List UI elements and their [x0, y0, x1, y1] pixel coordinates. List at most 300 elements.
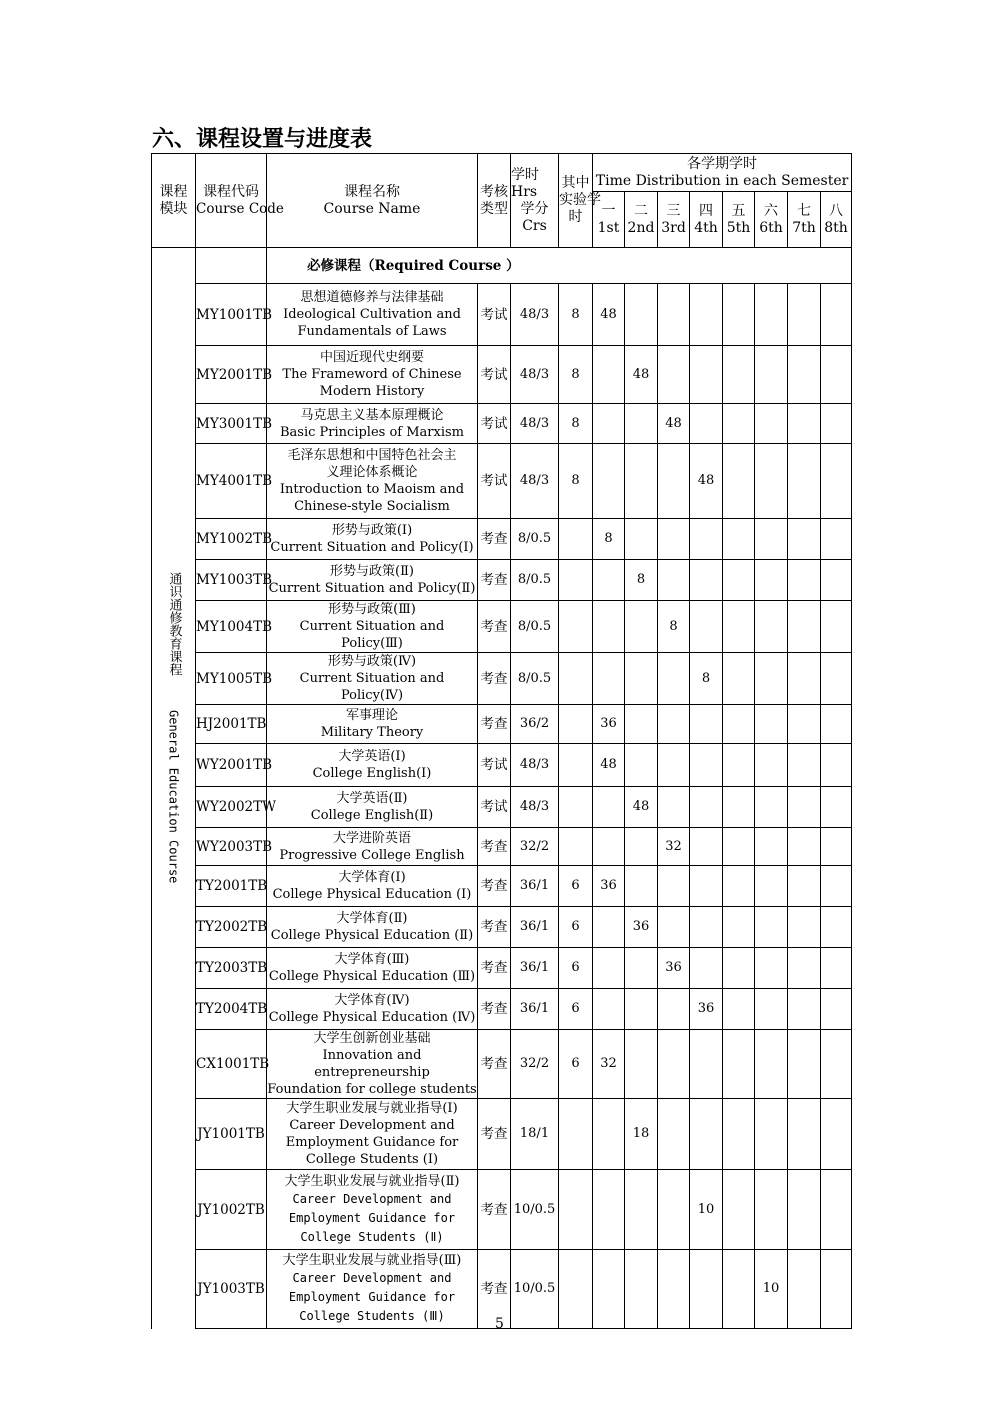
lab-hours: 6 [559, 866, 593, 907]
lab-hours: 6 [559, 989, 593, 1030]
course-name-line: College English(Ⅱ) [310, 808, 434, 823]
semester-header-5: 五 5th [723, 192, 755, 248]
course-name-line: Foundation for college students [267, 1082, 477, 1097]
semester-hours-7 [788, 866, 821, 907]
course-name [267, 601, 478, 653]
assessment-type: 考试 [478, 404, 511, 444]
semester-hours-1 [593, 653, 625, 705]
semester-hours-3 [658, 705, 690, 744]
semester-hours-4 [690, 1030, 723, 1099]
semester-hours-8 [821, 866, 852, 907]
semester-hours-5 [723, 284, 755, 346]
table-row [152, 828, 852, 866]
course-name-line: 大学体育(Ⅲ) [334, 952, 410, 967]
semester-hours-4 [690, 948, 723, 989]
course-name-line: Current Situation and Policy(Ⅳ) [299, 671, 445, 703]
semester-hours-3 [658, 560, 690, 601]
semester-hours-8 [821, 744, 852, 787]
semester-hours-6 [755, 1030, 788, 1099]
course-code: MY3001TB [196, 404, 267, 444]
course-name-line: 大学英语(Ⅰ) [338, 749, 406, 764]
semester-hours-3 [658, 989, 690, 1030]
semester-hours-5 [723, 560, 755, 601]
semester-hours-5 [723, 444, 755, 519]
semester-hours-2: 8 [625, 560, 658, 601]
course-name [267, 907, 478, 948]
semester-hours-8 [821, 601, 852, 653]
table-row [152, 444, 852, 519]
semester-hours-8 [821, 907, 852, 948]
course-name-line: Employment Guidance for [285, 1135, 459, 1150]
course-name-line: 马克思主义基本原理概论 [300, 407, 444, 423]
semester-hours-3 [658, 1170, 690, 1250]
semester-hours-7 [788, 653, 821, 705]
table-row [152, 989, 852, 1030]
semester-hours-6 [755, 866, 788, 907]
course-name [267, 989, 478, 1030]
course-code: WY2001TB [196, 744, 267, 787]
semester-hours-5 [723, 346, 755, 404]
semester-hours-3 [658, 866, 690, 907]
assessment-type: 考查 [478, 653, 511, 705]
assessment-type: 考查 [478, 601, 511, 653]
table-row [152, 866, 852, 907]
course-name [267, 519, 478, 560]
course-name [267, 828, 478, 866]
semester-hours-1 [593, 444, 625, 519]
semester-hours-5 [723, 519, 755, 560]
hours-credits: 32/2 [511, 1030, 559, 1099]
semester-header-2: 二 2nd [625, 192, 658, 248]
semester-hours-1 [593, 989, 625, 1030]
semester-hours-7 [788, 828, 821, 866]
semester-header-8: 八 8th [821, 192, 852, 248]
semester-hours-2 [625, 404, 658, 444]
hours-credits: 36/1 [511, 866, 559, 907]
assessment-type: 考查 [478, 1030, 511, 1099]
table-row [152, 284, 852, 346]
table-row [152, 404, 852, 444]
lab-hours [559, 1170, 593, 1250]
semester-hours-2: 18 [625, 1099, 658, 1170]
table-row [152, 346, 852, 404]
header-hours-credits: 学时 Hrs 学分 Crs [511, 154, 559, 248]
hours-credits: 48/3 [511, 744, 559, 787]
course-name [267, 346, 478, 404]
semester-hours-3 [658, 787, 690, 828]
semester-hours-8 [821, 989, 852, 1030]
assessment-type: 考查 [478, 519, 511, 560]
semester-hours-3 [658, 653, 690, 705]
course-name-line: Introduction to Maoism and [279, 482, 465, 497]
course-code: CX1001TB [196, 1030, 267, 1099]
semester-hours-8 [821, 346, 852, 404]
hours-credits: 8/0.5 [511, 653, 559, 705]
semester-hours-5 [723, 1030, 755, 1099]
course-name-line: Career Development and [289, 1118, 455, 1133]
hours-credits: 18/1 [511, 1099, 559, 1170]
course-name-line: 大学生创新创业基础 [313, 1031, 431, 1046]
semester-hours-4 [690, 601, 723, 653]
course-code: TY2001TB [196, 866, 267, 907]
semester-hours-7 [788, 560, 821, 601]
semester-hours-8 [821, 1170, 852, 1250]
semester-hours-4 [690, 284, 723, 346]
course-name [267, 1030, 478, 1099]
course-name-line: College Physical Education (Ⅰ) [272, 887, 472, 902]
table-row [152, 1030, 852, 1099]
semester-hours-5 [723, 989, 755, 1030]
semester-hours-8 [821, 787, 852, 828]
header-assessment: 考核 类型 [478, 154, 511, 248]
course-code: WY2002TW [196, 787, 267, 828]
semester-hours-5 [723, 653, 755, 705]
lab-hours: 8 [559, 284, 593, 346]
course-schedule-table [151, 153, 852, 1329]
course-name [267, 744, 478, 787]
semester-hours-2 [625, 705, 658, 744]
semester-header-3: 三 3rd [658, 192, 690, 248]
assessment-type: 考查 [478, 907, 511, 948]
semester-hours-6: 10 [755, 1250, 788, 1329]
course-name-line: Career Development and [292, 1191, 452, 1206]
semester-hours-7 [788, 744, 821, 787]
semester-hours-8 [821, 404, 852, 444]
course-code: MY2001TB [196, 346, 267, 404]
table-row [152, 653, 852, 705]
semester-hours-1: 8 [593, 519, 625, 560]
course-name-line: Career Development and [292, 1271, 452, 1285]
semester-hours-2 [625, 989, 658, 1030]
semester-hours-4 [690, 744, 723, 787]
course-code: TY2002TB [196, 907, 267, 948]
semester-hours-6 [755, 948, 788, 989]
semester-hours-5 [723, 1099, 755, 1170]
semester-hours-1 [593, 787, 625, 828]
assessment-type: 考查 [478, 1170, 511, 1250]
semester-hours-1: 32 [593, 1030, 625, 1099]
semester-hours-6 [755, 907, 788, 948]
hours-credits: 48/3 [511, 444, 559, 519]
assessment-type: 考试 [478, 346, 511, 404]
semester-hours-3 [658, 444, 690, 519]
semester-hours-1 [593, 346, 625, 404]
hours-credits: 8/0.5 [511, 601, 559, 653]
lab-hours: 6 [559, 907, 593, 948]
course-name [267, 653, 478, 705]
course-name [267, 866, 478, 907]
semester-hours-4 [690, 705, 723, 744]
semester-hours-8 [821, 828, 852, 866]
semester-hours-1 [593, 601, 625, 653]
course-name-line: College English(Ⅰ) [312, 766, 432, 781]
course-name-line: Employment Guidance for [288, 1290, 456, 1304]
page-number: 5 [495, 1316, 504, 1332]
semester-hours-8 [821, 284, 852, 346]
semester-hours-5 [723, 866, 755, 907]
semester-hours-6 [755, 653, 788, 705]
course-code: HJ2001TB [196, 705, 267, 744]
semester-hours-8 [821, 444, 852, 519]
semester-hours-3: 32 [658, 828, 690, 866]
lab-hours [559, 1099, 593, 1170]
course-name-line: 中国近现代史纲要 [319, 350, 424, 365]
semester-header-7: 七 7th [788, 192, 821, 248]
semester-hours-6 [755, 744, 788, 787]
course-code: MY4001TB [196, 444, 267, 519]
course-name [267, 1099, 478, 1170]
course-name [267, 948, 478, 989]
course-name-line: 形势与政策(Ⅳ) [327, 654, 417, 669]
semester-hours-2 [625, 828, 658, 866]
semester-hours-5 [723, 948, 755, 989]
course-name [267, 284, 478, 346]
semester-hours-4 [690, 828, 723, 866]
assessment-type: 考查 [478, 560, 511, 601]
course-name-line: College Students (I) [305, 1152, 439, 1167]
hours-credits: 10/0.5 [511, 1250, 559, 1329]
table-row [152, 601, 852, 653]
assessment-type: 考查 [478, 828, 511, 866]
semester-hours-1 [593, 1099, 625, 1170]
semester-hours-8 [821, 560, 852, 601]
semester-hours-6 [755, 519, 788, 560]
course-code: JY1003TB [196, 1250, 267, 1329]
course-name-line: Current Situation and Policy(Ⅱ) [268, 581, 476, 596]
semester-hours-6 [755, 404, 788, 444]
hours-credits: 48/3 [511, 787, 559, 828]
course-code: MY1001TB [196, 284, 267, 346]
hours-credits: 36/1 [511, 907, 559, 948]
lab-hours [559, 744, 593, 787]
semester-hours-2 [625, 653, 658, 705]
course-code: MY1005TB [196, 653, 267, 705]
course-name-line: 大学体育(Ⅱ) [336, 911, 408, 926]
semester-hours-1 [593, 907, 625, 948]
page-title: 六、课程设置与进度表 [152, 127, 373, 152]
course-name [267, 560, 478, 601]
semester-hours-8 [821, 519, 852, 560]
lab-hours: 6 [559, 948, 593, 989]
course-name-line: 军事理论 [345, 708, 398, 723]
semester-hours-1: 48 [593, 744, 625, 787]
assessment-type: 考查 [478, 948, 511, 989]
semester-header-1: 一 1st [593, 192, 625, 248]
hours-credits: 48/3 [511, 404, 559, 444]
semester-hours-1 [593, 948, 625, 989]
table-row [152, 705, 852, 744]
semester-hours-3: 8 [658, 601, 690, 653]
semester-hours-4 [690, 787, 723, 828]
course-name [267, 787, 478, 828]
table-row [152, 948, 852, 989]
course-name-line: Current Situation and Policy(Ⅲ) [299, 619, 445, 651]
header-module: 课程 模块 [152, 154, 196, 248]
semester-hours-3 [658, 744, 690, 787]
course-name-line: 义理论体系概论 [326, 465, 418, 480]
header-code: 课程代码 Course Code [196, 154, 267, 248]
course-name [267, 705, 478, 744]
header-lab-hours: 其中 实验学 时 [559, 154, 593, 248]
course-name-line: 大学生职业发展与就业指导(Ⅰ) [286, 1101, 458, 1116]
lab-hours: 8 [559, 346, 593, 404]
hours-credits: 36/1 [511, 989, 559, 1030]
table-row [152, 787, 852, 828]
lab-hours [559, 560, 593, 601]
semester-hours-3: 36 [658, 948, 690, 989]
semester-hours-2 [625, 744, 658, 787]
course-name-line: Fundamentals of Laws [297, 324, 447, 339]
lab-hours: 8 [559, 404, 593, 444]
semester-hours-4 [690, 519, 723, 560]
course-name [267, 404, 478, 444]
course-code: JY1002TB [196, 1170, 267, 1250]
course-name-line: Military Theory [320, 725, 424, 740]
semester-header-4: 四 4th [690, 192, 723, 248]
course-name-line: 大学生职业发展与就业指导(Ⅱ) [284, 1173, 460, 1189]
semester-hours-3 [658, 284, 690, 346]
semester-hours-6 [755, 705, 788, 744]
semester-hours-4 [690, 346, 723, 404]
course-name-line: College Physical Education (Ⅱ) [270, 928, 474, 943]
course-code: JY1001TB [196, 1099, 267, 1170]
semester-hours-7 [788, 519, 821, 560]
semester-hours-3 [658, 519, 690, 560]
module-cell [152, 248, 196, 1329]
semester-hours-4 [690, 1099, 723, 1170]
lab-hours [559, 787, 593, 828]
semester-hours-2 [625, 1030, 658, 1099]
course-name [267, 1170, 478, 1250]
course-name-line: Basic Principles of Marxism [280, 424, 464, 440]
course-name-line: 形势与政策(Ⅱ) [330, 564, 414, 579]
course-code: MY1004TB [196, 601, 267, 653]
lab-hours [559, 705, 593, 744]
semester-hours-4 [690, 866, 723, 907]
semester-hours-8 [821, 705, 852, 744]
course-name-line: Progressive College English [279, 847, 465, 863]
semester-hours-3 [658, 1030, 690, 1099]
hours-credits: 8/0.5 [511, 519, 559, 560]
semester-hours-7 [788, 444, 821, 519]
assessment-type: 考查 [478, 1250, 511, 1329]
assessment-type: 考查 [478, 866, 511, 907]
semester-hours-7 [788, 989, 821, 1030]
table-row [152, 1170, 852, 1250]
table-row [152, 519, 852, 560]
semester-hours-7 [788, 284, 821, 346]
semester-hours-1 [593, 404, 625, 444]
semester-hours-5 [723, 744, 755, 787]
table-row [152, 907, 852, 948]
semester-hours-7 [788, 1170, 821, 1250]
semester-hours-7 [788, 346, 821, 404]
course-name-line: 大学生职业发展与就业指导(Ⅲ) [282, 1253, 462, 1268]
course-name-line: 形势与政策(Ⅰ) [331, 523, 413, 538]
semester-hours-6 [755, 1170, 788, 1250]
semester-hours-6 [755, 284, 788, 346]
course-name-line: Current Situation and Policy(Ⅰ) [270, 540, 474, 555]
semester-hours-3 [658, 1099, 690, 1170]
module-name-cn: 通识通修教育课程 [166, 572, 182, 676]
semester-hours-4: 36 [690, 989, 723, 1030]
semester-hours-8 [821, 1030, 852, 1099]
semester-hours-5 [723, 828, 755, 866]
semester-hours-7 [788, 404, 821, 444]
semester-hours-5 [723, 705, 755, 744]
assessment-type: 考试 [478, 744, 511, 787]
semester-hours-6 [755, 444, 788, 519]
semester-hours-2 [625, 866, 658, 907]
semester-hours-3 [658, 907, 690, 948]
section-label: 必修课程（Required Course ） [267, 248, 852, 284]
semester-hours-6 [755, 601, 788, 653]
assessment-type: 考试 [478, 787, 511, 828]
semester-hours-2: 48 [625, 787, 658, 828]
course-name-line: Chinese-style Socialism [294, 499, 450, 514]
semester-hours-6 [755, 1099, 788, 1170]
semester-hours-7 [788, 705, 821, 744]
table-row [152, 744, 852, 787]
module-name-en: General Education Course [166, 710, 181, 884]
course-name-line: 形势与政策(Ⅲ) [328, 602, 416, 617]
assessment-type: 考查 [478, 1099, 511, 1170]
semester-hours-2 [625, 601, 658, 653]
semester-hours-6 [755, 828, 788, 866]
semester-hours-5 [723, 404, 755, 444]
course-name-line: College Students (Ⅲ) [299, 1309, 445, 1323]
lab-hours [559, 601, 593, 653]
semester-hours-5 [723, 907, 755, 948]
lab-hours: 6 [559, 1030, 593, 1099]
course-name-line: 大学体育(Ⅳ) [334, 993, 410, 1008]
semester-hours-6 [755, 346, 788, 404]
assessment-type: 考试 [478, 284, 511, 346]
course-name [267, 444, 478, 519]
semester-hours-4: 48 [690, 444, 723, 519]
semester-hours-3 [658, 346, 690, 404]
semester-hours-1: 36 [593, 705, 625, 744]
course-name-line: College Physical Education (Ⅳ) [268, 1010, 476, 1025]
course-name-line: Ideological Cultivation and [283, 307, 461, 322]
hours-credits: 8/0.5 [511, 560, 559, 601]
semester-hours-1 [593, 828, 625, 866]
course-code: MY1003TB [196, 560, 267, 601]
course-name-line: College Students (Ⅱ) [300, 1229, 444, 1244]
table-row [152, 560, 852, 601]
semester-hours-5 [723, 787, 755, 828]
hours-credits: 10/0.5 [511, 1170, 559, 1250]
hours-credits: 32/2 [511, 828, 559, 866]
semester-hours-7 [788, 1030, 821, 1099]
course-code: WY2003TB [196, 828, 267, 866]
course-name-line: 大学进阶英语 [332, 830, 411, 846]
course-name-line: College Physical Education (Ⅲ) [268, 969, 476, 984]
course-code: TY2003TB [196, 948, 267, 989]
assessment-type: 考查 [478, 705, 511, 744]
semester-hours-7 [788, 1099, 821, 1170]
lab-hours [559, 519, 593, 560]
semester-hours-1 [593, 1170, 625, 1250]
semester-hours-6 [755, 989, 788, 1030]
semester-hours-2 [625, 284, 658, 346]
lab-hours [559, 653, 593, 705]
semester-hours-1: 36 [593, 866, 625, 907]
hours-credits: 48/3 [511, 346, 559, 404]
course-code: TY2004TB [196, 989, 267, 1030]
course-code: MY1002TB [196, 519, 267, 560]
semester-header-6: 六 6th [755, 192, 788, 248]
